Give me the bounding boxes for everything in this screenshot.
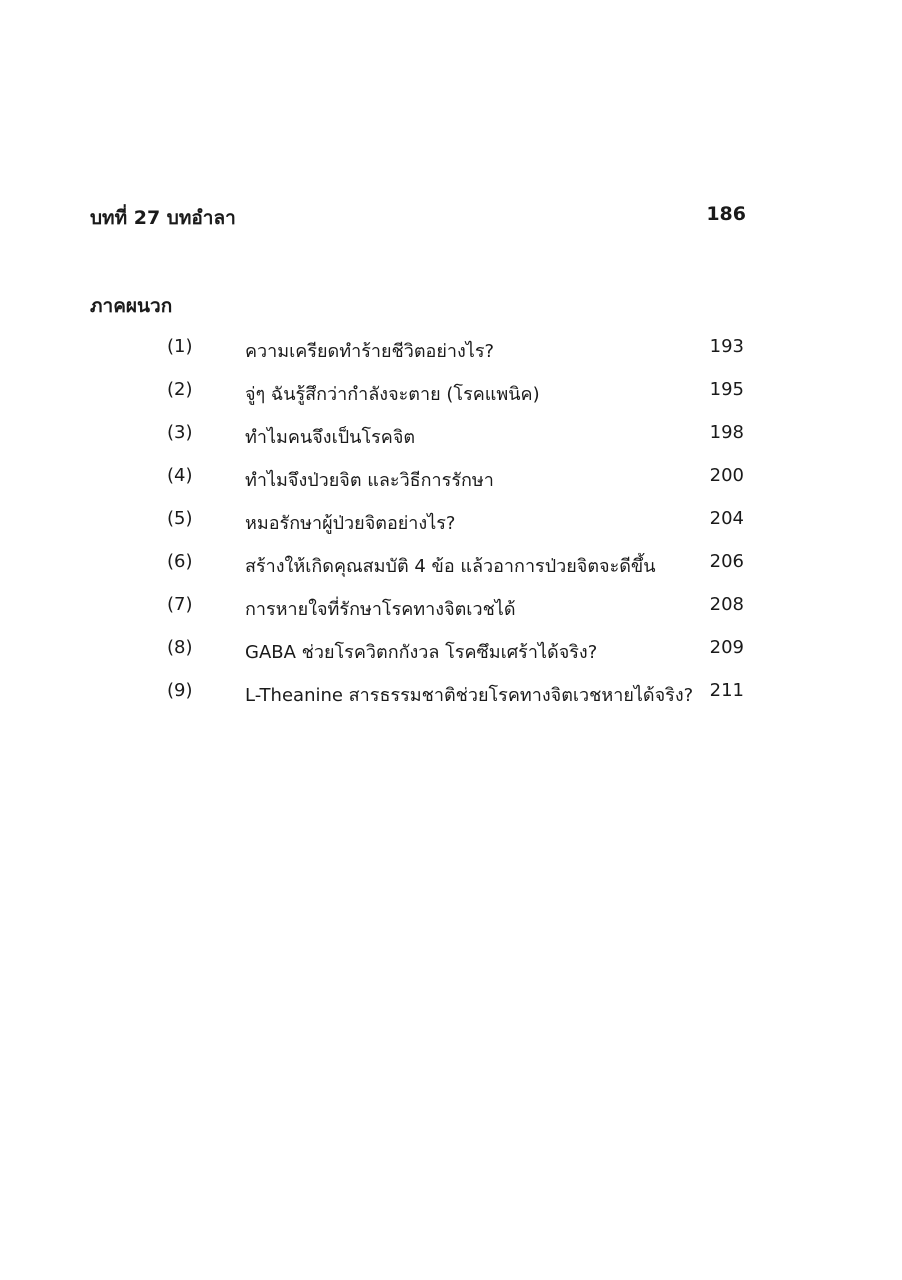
appendix-heading: ภาคผนวก xyxy=(90,295,173,317)
entry-title: L-Theanine สารธรรมชาติช่วยโรคทางจิตเวชหายได้จริง? xyxy=(245,685,694,706)
toc-entry xyxy=(0,508,902,538)
entry-title: หมอรักษาผู้ป่วยจิตอย่างไร? xyxy=(245,513,456,534)
entry-number: (7) xyxy=(167,594,193,615)
chapter-page-number: 186 xyxy=(706,203,746,225)
entry-page-number: 195 xyxy=(709,379,744,400)
entry-number: (4) xyxy=(167,465,193,486)
toc-entry xyxy=(0,465,902,495)
entry-page-number: 198 xyxy=(709,422,744,443)
entry-number: (3) xyxy=(167,422,193,443)
toc-entry xyxy=(0,680,902,710)
entry-number: (2) xyxy=(167,379,193,400)
entry-number: (6) xyxy=(167,551,193,572)
entry-title: การหายใจที่รักษาโรคทางจิตเวชได้ xyxy=(245,599,516,620)
entry-page-number: 200 xyxy=(709,465,744,486)
entry-number: (5) xyxy=(167,508,193,529)
entry-title: GABA ช่วยโรควิตกกังวล โรคซึมเศร้าได้จริง? xyxy=(245,642,598,663)
entry-title: สร้างให้เกิดคุณสมบัติ 4 ข้อ แล้วอาการป่วยจิตจะดีขึ้น xyxy=(245,556,656,577)
toc-entry xyxy=(0,637,902,667)
toc-entry xyxy=(0,551,902,581)
toc-entry xyxy=(0,336,902,366)
entry-number: (1) xyxy=(167,336,193,357)
entry-page-number: 206 xyxy=(709,551,744,572)
entry-title: ทำไมคนจึงเป็นโรคจิต xyxy=(245,427,416,448)
entry-page-number: 204 xyxy=(709,508,744,529)
entry-title: จู่ๆ ฉันรู้สึกว่ากำลังจะตาย (โรคแพนิค) xyxy=(245,384,540,405)
entry-title: ความเครียดทำร้ายชีวิตอย่างไร? xyxy=(245,341,495,362)
entry-page-number: 211 xyxy=(709,680,744,701)
toc-entry xyxy=(0,379,902,409)
entry-title: ทำไมจึงป่วยจิต และวิธีการรักษา xyxy=(245,470,494,491)
toc-entry xyxy=(0,422,902,452)
toc-entry xyxy=(0,594,902,624)
chapter-title: บทที่ 27 บทอำลา xyxy=(90,207,236,229)
entry-page-number: 209 xyxy=(709,637,744,658)
entry-page-number: 193 xyxy=(709,336,744,357)
toc-chapter-row xyxy=(90,203,746,235)
entry-page-number: 208 xyxy=(709,594,744,615)
entry-number: (8) xyxy=(167,637,193,658)
entry-number: (9) xyxy=(167,680,193,701)
